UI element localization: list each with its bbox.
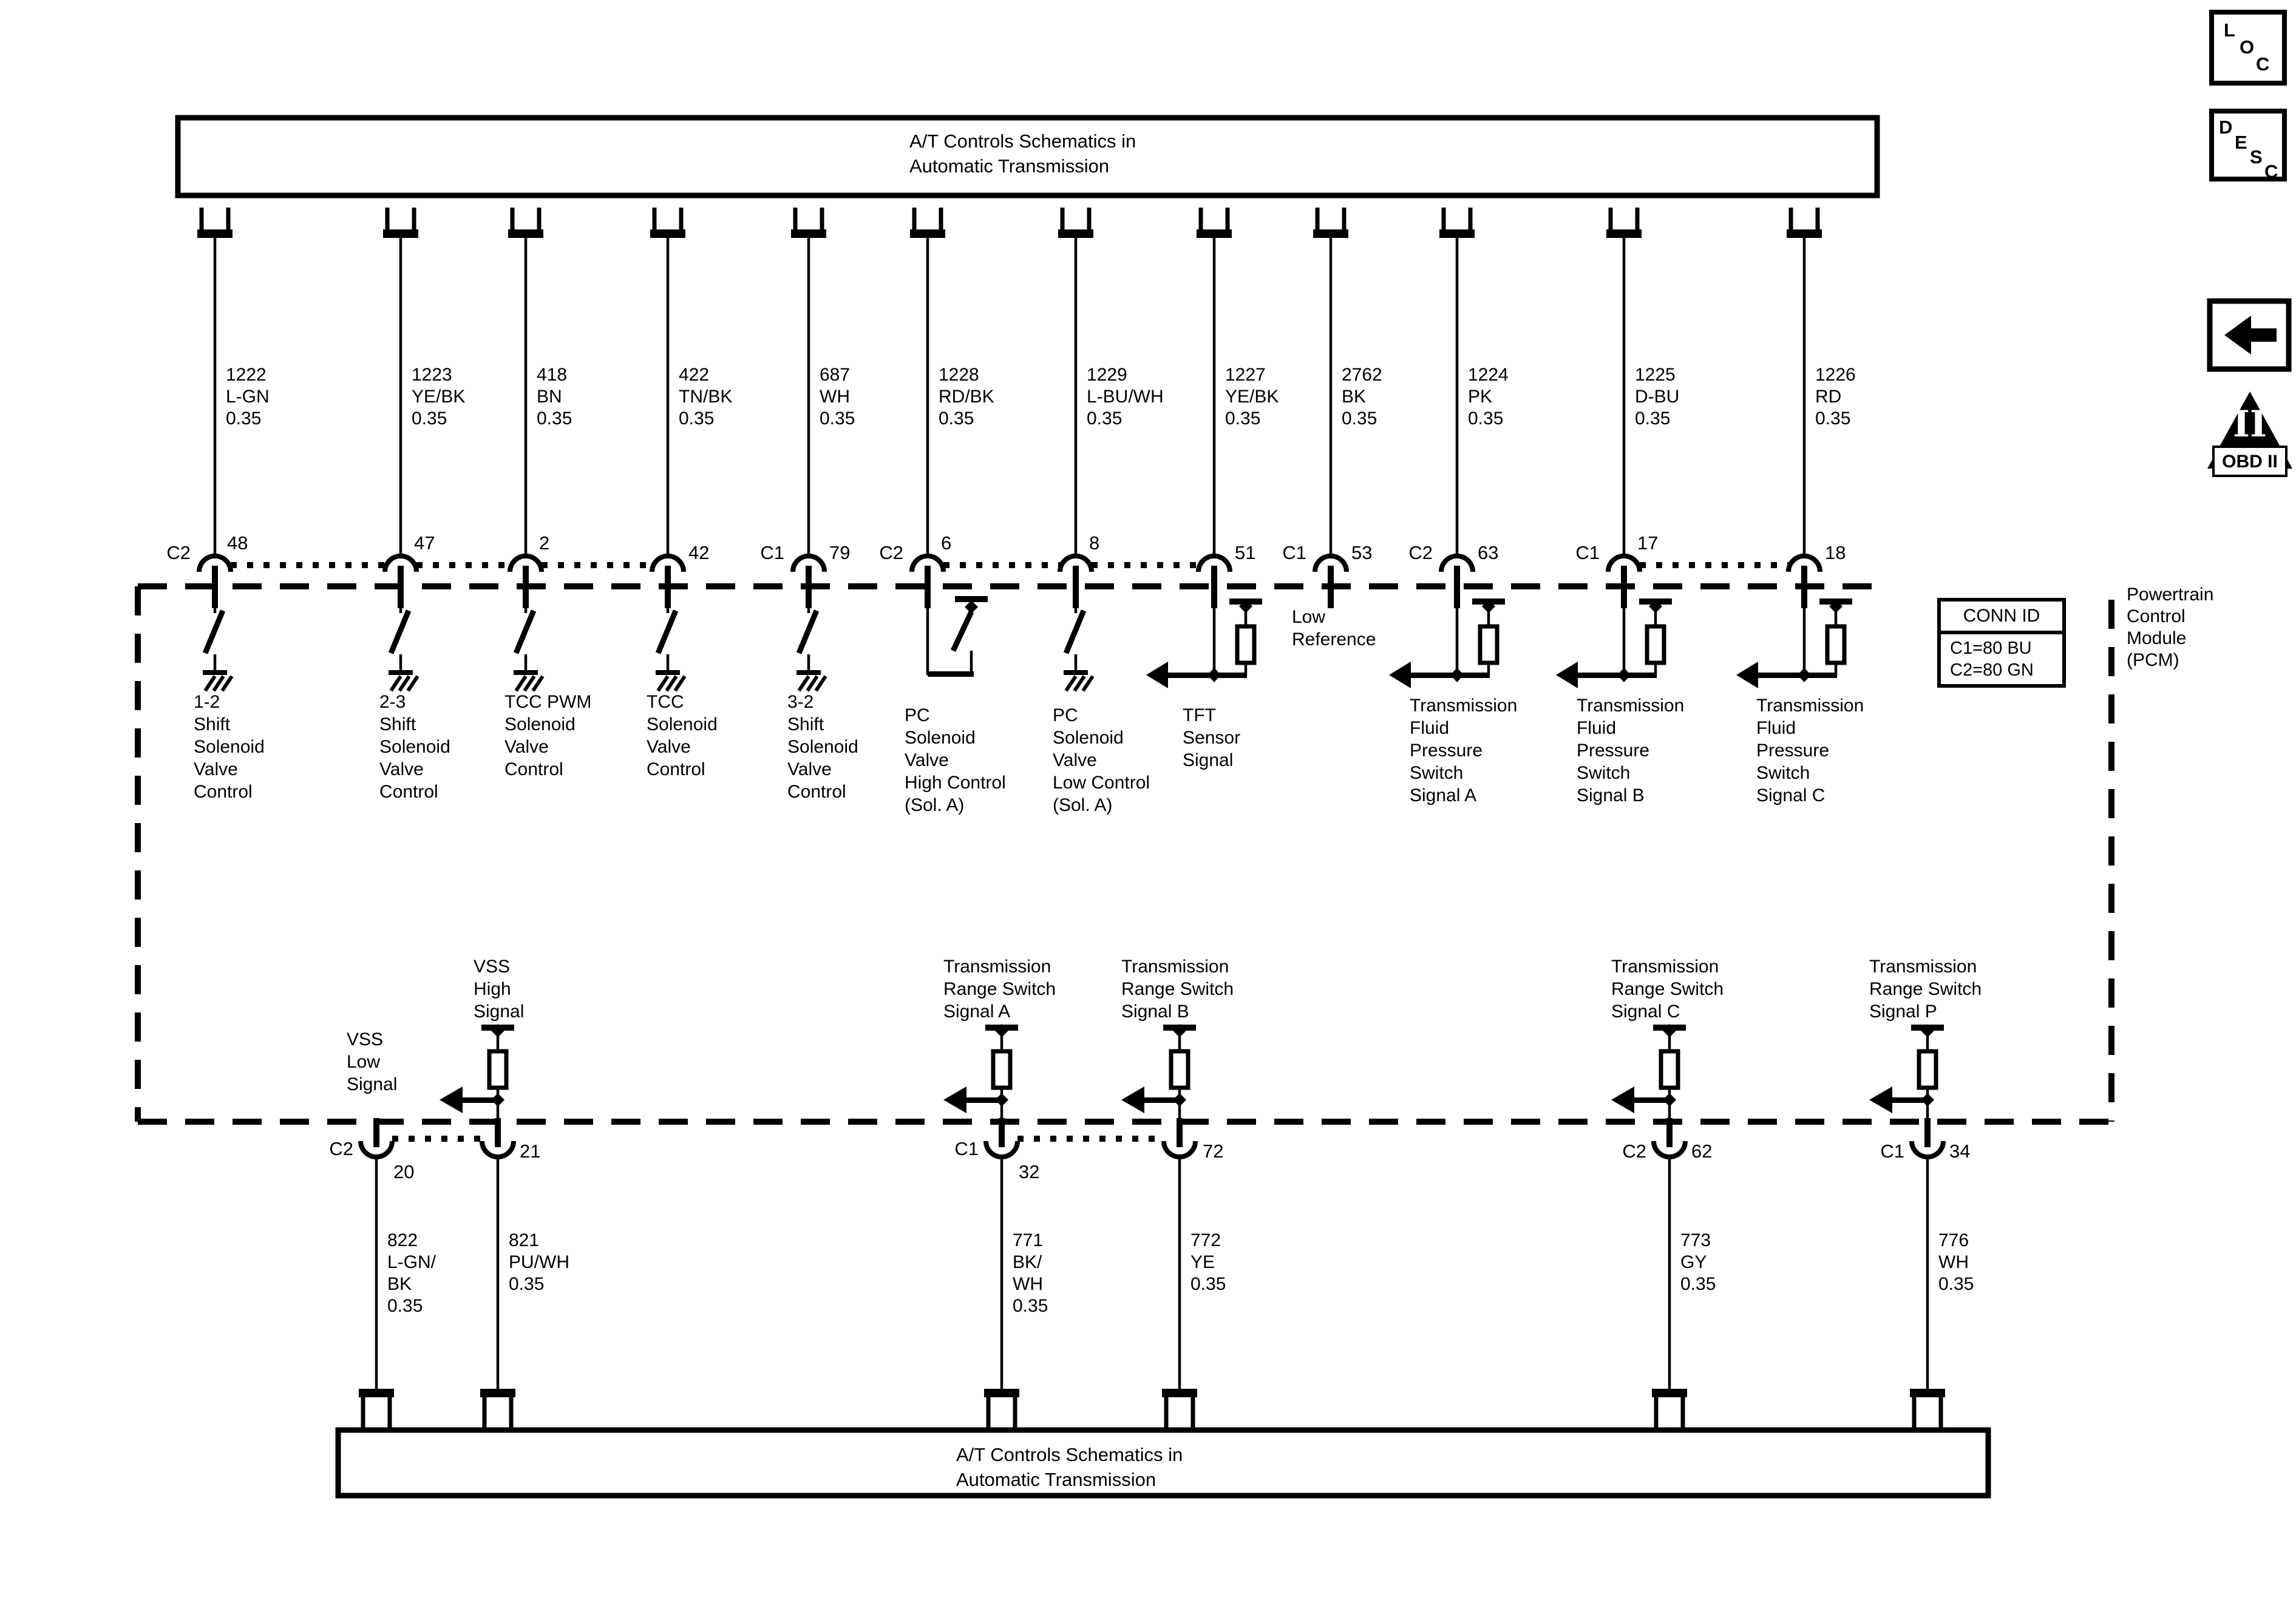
fn-tcc: TCC Solenoid Valve Control [647,692,718,779]
pc-high-driver-symbol [926,596,988,677]
pin-20: 20 [393,1161,415,1182]
pcm-dashed-outline [138,586,2111,1122]
obd2-label: OBD II [2222,452,2278,472]
connector-label-c2: C2 [1622,1141,1646,1162]
pin-34: 34 [1949,1141,1971,1162]
title-line: Automatic Transmission [956,1469,1156,1490]
connector-label-c1: C1 [1282,542,1306,563]
top-link-box-title[interactable] [909,129,1136,178]
title-line: Automatic Transmission [909,155,1110,177]
conn-id-row-c2: C2=80 GN [1950,660,2034,680]
conn-id-header: CONN ID [1963,606,2040,626]
pin-62: 62 [1691,1141,1713,1162]
fn-tfps-b: Transmission Fluid Pressure Switch Signal B [1577,696,1685,805]
back-arrow-button[interactable] [2210,301,2289,369]
fn-pc-high: PC Solenoid Valve High Control (Sol. A) [905,705,1006,815]
solenoid-driver-symbols [203,607,1093,691]
pin-63: 63 [1478,542,1499,563]
wire-label-771: 771 BK/ WH 0.35 [1013,1230,1048,1316]
fn-vss-high: VSS High Signal [474,957,525,1022]
pin-47: 47 [414,532,435,554]
connector-label-c2: C2 [1408,542,1433,563]
fn-32-shift: 3-2 Shift Solenoid Valve Control [787,692,858,802]
wire-label-776: 776 WH 0.35 [1938,1230,1974,1294]
pin-2: 2 [539,532,550,554]
wire-label-1226: 1226 RD 0.35 [1815,365,1856,429]
conn-id-row-c1: C1=80 BU [1950,639,2032,658]
pin-32: 32 [1019,1161,1040,1182]
wire-label-1222: 1222 L-GN 0.35 [226,365,270,429]
title-line: A/T Controls Schematics in [956,1444,1183,1465]
wire-label-1223: 1223 YE/BK 0.35 [412,365,466,429]
wire-label-687: 687 WH 0.35 [820,365,855,429]
pin-18: 18 [1825,542,1846,563]
connector-label-c2: C2 [329,1138,353,1159]
desc-letter: S [2250,146,2263,168]
bottom-input-symbols [440,1024,1944,1120]
bottom-link-box-title[interactable] [956,1442,1183,1492]
wire-label-772: 772 YE 0.35 [1190,1230,1226,1294]
sensor-input-symbols [1146,598,1852,688]
fn-pc-low: PC Solenoid Valve Low Control (Sol. A) [1053,705,1150,815]
pin-79: 79 [829,542,851,563]
wire-label-418: 418 BN 0.35 [537,365,572,429]
fn-23-shift: 2-3 Shift Solenoid Valve Control [379,692,450,802]
wire-label-2762: 2762 BK 0.35 [1342,365,1382,429]
wire-label-773: 773 GY 0.35 [1680,1230,1716,1294]
pin-6: 6 [941,532,952,554]
wire-label-1225: 1225 D-BU 0.35 [1635,365,1680,429]
fn-12-shift: 1-2 Shift Solenoid Valve Control [194,692,265,802]
connector-label-c2: C2 [879,542,903,563]
title-line: A/T Controls Schematics in [909,131,1136,152]
pin-21: 21 [520,1141,541,1162]
fn-trs-a: Transmission Range Switch Signal A [943,957,1056,1022]
pin-72: 72 [1203,1141,1224,1162]
wire-label-1228: 1228 RD/BK 0.35 [939,365,994,429]
wire-label-1224: 1224 PK 0.35 [1468,365,1509,429]
fn-trs-c: Transmission Range Switch Signal C [1611,957,1724,1022]
fn-tcc-pwm: TCC PWM Solenoid Valve Control [504,692,592,779]
loc-letter: O [2240,36,2255,58]
desc-letter: E [2235,132,2247,153]
desc-letter: C [2264,161,2278,182]
pin-17: 17 [1637,532,1659,554]
pin-53: 53 [1351,542,1373,563]
loc-letter: C [2256,53,2270,75]
fn-tft: TFT Sensor Signal [1183,705,1241,770]
wire-label-822: 822 L-GN/ BK 0.35 [387,1230,436,1316]
fn-low-ref: Low Reference [1292,607,1376,649]
fn-vss-low: VSS Low Signal [347,1029,398,1094]
connector-label-c1: C1 [954,1138,979,1159]
obd2-numeral: II [2232,403,2267,446]
connector-label-c1: C1 [1575,542,1600,563]
pcm-name-label: Powertrain Control Module (PCM) [2127,585,2214,670]
loc-letter: L [2224,19,2235,41]
wire-label-422: 422 TN/BK 0.35 [679,365,733,429]
fn-tfps-a: Transmission Fluid Pressure Switch Signal A [1410,696,1518,805]
left-arrow-icon [2224,316,2277,354]
pin-51: 51 [1235,542,1256,563]
desc-letter: D [2219,117,2233,138]
connector-label-c1: C1 [1880,1141,1904,1162]
pin-42: 42 [688,542,710,563]
wire-label-821: 821 PU/WH 0.35 [509,1230,569,1294]
connector-label-c1: C1 [760,542,784,563]
fn-trs-b: Transmission Range Switch Signal B [1121,957,1234,1022]
fn-trs-p: Transmission Range Switch Signal P [1869,957,1982,1022]
connector-label-c2: C2 [166,542,191,563]
wire-label-1229: 1229 L-BU/WH 0.35 [1087,365,1164,429]
fn-tfps-c: Transmission Fluid Pressure Switch Signal C [1756,696,1864,805]
wire-label-1227: 1227 YE/BK 0.35 [1225,365,1279,429]
pin-8: 8 [1089,532,1100,554]
pin-48: 48 [227,532,248,554]
